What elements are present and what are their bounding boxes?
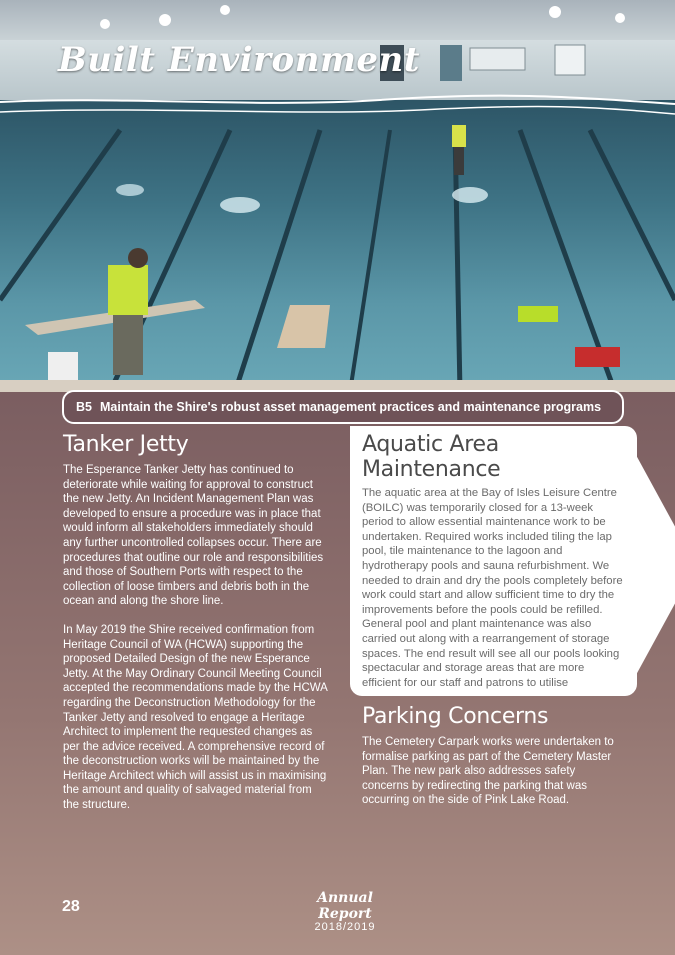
- annual-report-logo: [290, 890, 400, 933]
- tanker-jetty-paragraph: In May 2019 the Shire received confirmation from Heritage Council of WA (HCWA) supporting the proposed Detailed Design of the new Esperance Jetty. At the May Ordinary Council Meeting Council accepted the recommendations made by the HCWA regarding the Deconstruction Methodology for the Tanker Jetty and resolved to engage a Heritage Architect to implement the requested changes as per the advice received. A comprehensive record of the deconstruction works will be maintained by the Heritage Architect which will assist us in maximising the amount and quality of salvaged material from the structure.: [63, 623, 328, 812]
- worker-legs: [113, 315, 143, 375]
- decor-line: [0, 96, 675, 104]
- aquatic-maintenance-panel: [350, 426, 637, 696]
- page-number: 28: [62, 898, 80, 915]
- lane-line: [590, 130, 675, 300]
- light-reflection: [452, 187, 488, 203]
- tanker-jetty-heading: Tanker Jetty: [63, 432, 189, 457]
- bucket: [48, 352, 78, 382]
- parking-heading: Parking Concerns: [362, 704, 549, 729]
- ceiling-light: [220, 5, 230, 15]
- ceiling-light: [100, 19, 110, 29]
- floor-mat: [277, 305, 330, 348]
- report-year: 2018/2019: [314, 921, 376, 933]
- program-label: Maintain the Shire's robust asset management practices and maintenance programs: [99, 400, 602, 414]
- panel-arrow: [636, 455, 675, 675]
- lane-line: [350, 130, 390, 392]
- wall-door: [440, 45, 462, 81]
- worker-shirt: [108, 265, 148, 315]
- aquatic-paragraph: The aquatic area at the Bay of Isles Leisure Centre (BOILC) was temporarily closed for a 13-week period to allow essential maintenance work to be undertaken. Required works included tiling the lap pool, tile maintenance to the lagoon and hydrotherapy pools and sauna refurbishment. We needed to drain and dry the pools completely before work could start and allow sufficient time to dry the improvements before the pools could be refilled. General pool and plant maintenance was also carried out along with a rearrangement of storage spaces. The end result will see all our pools looking spectacular and storage areas that are more efficient for our staff and patrons to utilise: [362, 487, 623, 689]
- light-reflection: [220, 197, 260, 213]
- hero-photo: [0, 0, 675, 392]
- worker-legs: [454, 147, 464, 175]
- ceiling-light: [159, 14, 171, 26]
- ceiling-light: [615, 13, 625, 23]
- annual-report-label: Annual Report: [317, 890, 373, 922]
- clothes-pile: [518, 306, 558, 322]
- program-code: B5: [76, 400, 92, 414]
- program-banner: [62, 390, 624, 424]
- light-reflection: [116, 184, 144, 196]
- lane-line: [235, 130, 320, 392]
- lane-line: [0, 130, 120, 300]
- parking-paragraph: The Cemetery Carpark works were undertaken to formalise parking as part of the Cemetery Master Plan. The new park also addresses safety concerns by redirecting the parking that was occurring on the side of Pink Lake Road.: [362, 736, 614, 807]
- tanker-jetty-section: [63, 432, 328, 827]
- decor-line: [0, 107, 675, 114]
- wall-sign: [555, 45, 585, 75]
- worker-shirt: [452, 125, 466, 147]
- aquatic-heading: Aquatic Area Maintenance: [362, 432, 501, 482]
- tanker-jetty-paragraph: The Esperance Tanker Jetty has continued to deteriorate while waiting for approval to construct the new Jetty. An Incident Management Plan was developed to ensure a procedure was in place that would inform all stakeholders immediately should any further uncontrolled collapses occur. There are procedures that outline our role and responsibilities and those of Southern Ports with respect to the collection of loose timbers and debris both in the ocean and along the shore line.: [63, 464, 324, 608]
- wall-window: [470, 48, 525, 70]
- parking-section: [362, 704, 624, 822]
- worker-head: [128, 248, 148, 268]
- section-title: Built Environment: [58, 40, 420, 80]
- clothes-pile: [575, 347, 620, 367]
- ceiling-light: [549, 6, 561, 18]
